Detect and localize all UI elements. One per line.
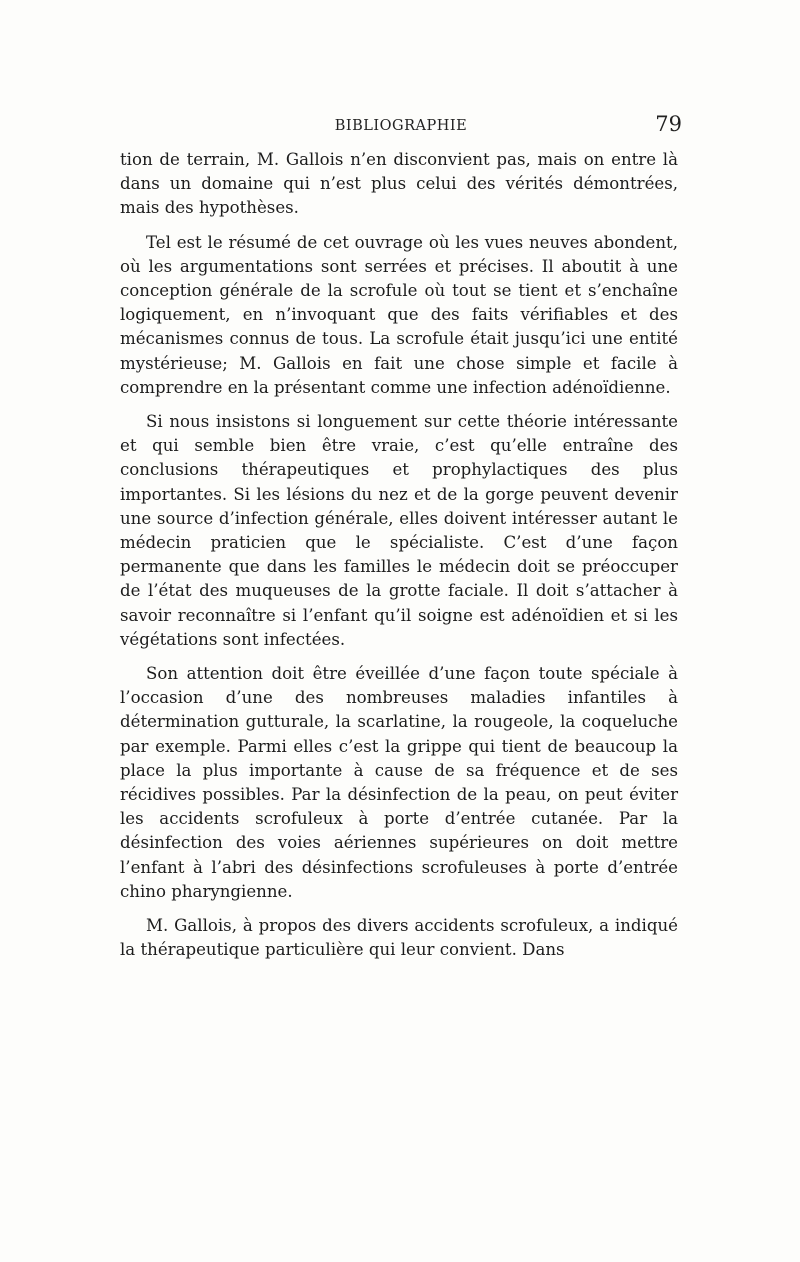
running-title: BIBLIOGRAPHIE xyxy=(334,118,468,134)
paragraph-attention: Son attention doit être éveillée d’une façon toute spéciale à l’occasion d’une des nombreuses maladies infantiles à détermination gutturale, la scarlatine, la rougeole, la coqueluche par exemple. Parmi elles c’est la grippe qui tient de beaucoup la place la plus importante à cause de sa fréquence et de ses récidives possibles. Par la désinfection de la peau, on peut éviter les accidents scrofuleux à porte d’entrée cutanée. Par la désinfection des voies aériennes supérieures on doit mettre l’enfant à l’abri des désinfections scrofuleuses à porte d’entrée chino pharyngienne. xyxy=(120,664,678,901)
body-text xyxy=(120,148,678,973)
paragraph-insistence: Si nous insistons si longuement sur cette théorie intéressante et qui semble bien être vraie, c’est qu’elle entraîne des conclusions thérapeutiques et prophylactiques des plus importantes. Si les lésions du nez et de la gorge peuvent devenir une source d’infection générale, elles doivent intéresser autant le médecin praticien que le spécialiste. C’est d’une façon permanente que dans les familles le médecin doit se préoccuper de l’état des muqueuses de la grotte faciale. Il doit s’attacher à savoir reconnaître si l’enfant qu’il soigne est adénoïdien et si les végétations sont infectées. xyxy=(120,412,678,649)
paragraph-therapeutics: M. Gallois, à propos des divers accidents scrofuleux, a indiqué la thérapeutique particulière qui leur convient. Dans xyxy=(120,916,678,960)
page-number: 79 xyxy=(655,112,682,136)
paragraph-summary: Tel est le résumé de cet ouvrage où les vues neuves abondent, où les argumentations sont serrées et précises. Il aboutit à une conception générale de la scrofule où tout se tient et s’enchaîne logiquement, en n’invoquant que des faits vérifiables et des mécanismes connus de tous. La scrofule était jusqu’ici une entité mystérieuse; M. Gallois en fait une chose simple et facile à comprendre en la présentant comme une infection adénoïdienne. xyxy=(120,232,678,397)
page-header xyxy=(120,112,682,144)
paragraph-continuation: tion de terrain, M. Gallois n’en disconvient pas, mais on entre là dans un domaine qui n’est plus celui des vérités démontrées, mais des hypothèses. xyxy=(120,150,678,218)
